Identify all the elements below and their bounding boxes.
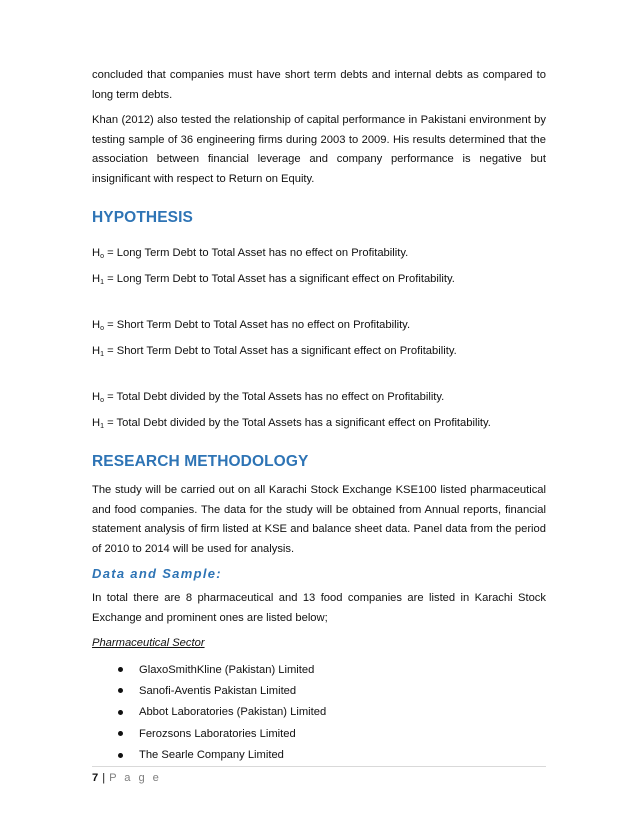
intro-paragraph-2: Khan (2012) also tested the relationship of capital performance in Pakistani environment by testing sample of 36 engineering firms during 2003 to 2009. His results determined that the association between financial leverage and company performance is negative but insignificant with respect to Return on Equity. <box>92 114 546 185</box>
bullet-icon <box>118 710 123 715</box>
methodology-heading: RESEARCH METHODOLOGY <box>92 453 309 470</box>
data-sample-heading: Data and Sample: <box>92 566 222 581</box>
bullet-icon <box>118 731 123 736</box>
hypothesis-alt-1: $H_1$ = Long Term Debt to Total Asset has a significant effect on Profitability. <box>92 272 455 286</box>
hypothesis-null-3: $H_o$ = Total Debt divided by the Total Assets has no effect on Profitability. <box>92 391 445 404</box>
hypothesis-null-1: $H_o$ = Long Term Debt to Total Asset has no effect on Profitability. <box>92 247 409 260</box>
list-item: GlaxoSmithKline (Pakistan) Limited <box>118 660 546 681</box>
page-number: 7 <box>92 772 99 784</box>
data-sample-paragraph: In total there are 8 pharmaceutical and 13 food companies are listed in Karachi Stock Exchange and prominent ones are listed below; <box>92 592 546 624</box>
hypothesis-alt-2: $H_1$ = Short Term Debt to Total Asset has a significant effect on Profitability. <box>92 344 457 358</box>
bullet-icon <box>118 667 123 672</box>
bullet-icon <box>118 688 123 693</box>
footer-separator: | <box>102 772 106 784</box>
company-list <box>92 660 546 767</box>
list-item: Ferozsons Laboratories Limited <box>118 724 546 745</box>
bullet-icon <box>118 753 123 758</box>
hypothesis-null-2: $H_o$ = Short Term Debt to Total Asset has no effect on Profitability. <box>92 319 411 332</box>
hypothesis-heading: HYPOTHESIS <box>92 209 193 226</box>
list-item: Abbot Laboratories (Pakistan) Limited <box>118 702 546 723</box>
intro-paragraph-1: concluded that companies must have short term debts and internal debts as compared to long term debts. <box>92 69 546 101</box>
methodology-paragraph: The study will be carried out on all Karachi Stock Exchange KSE100 listed pharmaceutical and food companies. The data for the study will be obtained from Annual reports, financial statement analysis of firm listed at KSE and balance sheet data. Panel data from the period of 2010 to 2014 will be used for analysis. <box>92 484 546 555</box>
document-page <box>92 66 546 767</box>
page-footer <box>92 766 546 786</box>
hypothesis-alt-3: $H_1$ = Total Debt divided by the Total Assets has a significant effect on Profitability. <box>92 416 491 430</box>
page-label: P a g e <box>109 772 162 784</box>
list-item: Sanofi-Aventis Pakistan Limited <box>118 681 546 702</box>
pharmaceutical-sector-title: Pharmaceutical Sector <box>92 637 205 649</box>
list-item: The Searle Company Limited <box>118 745 546 766</box>
